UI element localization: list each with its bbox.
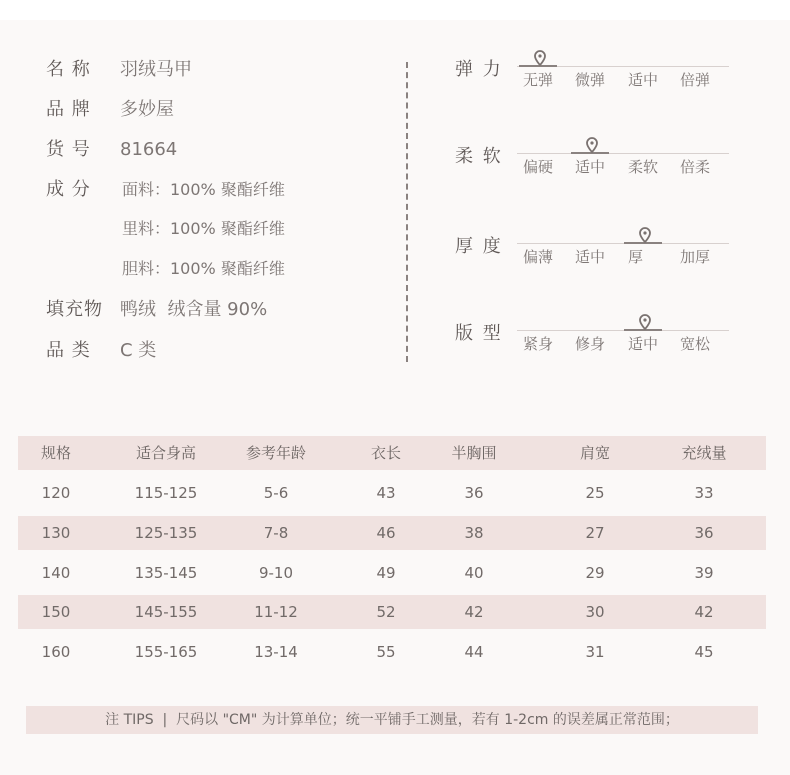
composition-label: 成 分	[46, 179, 91, 200]
location-pin-icon	[638, 314, 652, 330]
scale-option: 偏薄	[523, 248, 554, 266]
scale-option: 修身	[575, 335, 606, 353]
table-cell: 31	[585, 643, 605, 661]
category-value: C 类	[120, 340, 157, 361]
scale-title: 厚 度	[455, 236, 503, 257]
scale-option: 柔软	[628, 158, 659, 176]
table-header-cell: 充绒量	[681, 444, 727, 462]
scale-option: 偏硬	[523, 158, 554, 176]
location-pin-icon	[638, 227, 652, 243]
table-row	[18, 595, 766, 629]
table-row	[18, 556, 766, 590]
table-cell: 45	[694, 643, 714, 661]
name-label: 名 称	[46, 59, 91, 80]
table-cell: 42	[464, 603, 484, 621]
scale-option: 宽松	[680, 335, 711, 353]
table-row	[18, 516, 766, 550]
table-cell: 39	[694, 564, 714, 582]
name-value: 羽绒马甲	[120, 59, 192, 80]
table-cell: 125-135	[134, 524, 198, 542]
table-cell: 150	[41, 603, 71, 621]
location-pin-icon	[533, 50, 547, 66]
scale-title: 弹 力	[455, 59, 503, 80]
table-header-row	[18, 436, 766, 470]
scale-option: 适中	[628, 71, 659, 89]
table-cell: 11-12	[254, 603, 298, 621]
table-header-cell: 规格	[40, 444, 71, 462]
table-row	[18, 476, 766, 510]
table-cell: 9-10	[258, 564, 294, 582]
scale-option: 倍柔	[680, 158, 711, 176]
location-pin-icon	[585, 137, 599, 153]
table-cell: 30	[585, 603, 605, 621]
table-header-cell: 参考年龄	[245, 444, 306, 462]
table-header-cell: 肩宽	[579, 444, 610, 462]
item-number-value: 81664	[120, 139, 178, 160]
table-cell: 52	[376, 603, 396, 621]
table-cell: 13-14	[254, 643, 298, 661]
filling-label: 填充物	[46, 299, 103, 320]
table-cell: 44	[464, 643, 484, 661]
category-label: 品 类	[46, 340, 91, 361]
table-cell: 140	[41, 564, 71, 582]
table-cell: 5-6	[263, 484, 289, 502]
table-cell: 145-155	[134, 603, 198, 621]
table-row	[18, 635, 766, 669]
table-cell: 43	[376, 484, 396, 502]
table-cell: 38	[464, 524, 484, 542]
table-cell: 36	[694, 524, 714, 542]
item-number-label: 货 号	[46, 139, 91, 160]
table-cell: 29	[585, 564, 605, 582]
table-cell: 120	[41, 484, 71, 502]
scale-title: 版 型	[455, 323, 503, 344]
scale-title: 柔 软	[455, 146, 503, 167]
scale-option: 适中	[628, 335, 659, 353]
table-cell: 155-165	[134, 643, 198, 661]
composition-lining: 里料：100% 聚酯纤维	[122, 219, 285, 238]
table-cell: 49	[376, 564, 396, 582]
scale-option: 无弹	[523, 71, 554, 89]
table-cell: 7-8	[263, 524, 289, 542]
table-cell: 40	[464, 564, 484, 582]
table-cell: 46	[376, 524, 396, 542]
scale-option: 加厚	[680, 248, 711, 266]
table-cell: 55	[376, 643, 396, 661]
table-cell: 130	[41, 524, 71, 542]
scale-option: 适中	[575, 248, 606, 266]
composition-liner: 胆料：100% 聚酯纤维	[122, 259, 285, 278]
table-cell: 115-125	[134, 484, 198, 502]
composition-outer: 面料：100% 聚酯纤维	[122, 180, 285, 199]
dashed-divider	[406, 62, 408, 362]
table-cell: 135-145	[134, 564, 198, 582]
table-cell: 27	[585, 524, 605, 542]
scale-option: 微弹	[575, 71, 606, 89]
brand-label: 品 牌	[46, 99, 91, 120]
scale-track	[517, 243, 729, 244]
table-header-cell: 衣长	[370, 444, 401, 462]
scale-option: 厚	[628, 248, 644, 266]
table-cell: 160	[41, 643, 71, 661]
scale-option: 适中	[575, 158, 606, 176]
scale-track	[517, 330, 729, 331]
table-cell: 33	[694, 484, 714, 502]
table-header-cell: 适合身高	[135, 444, 196, 462]
scale-option: 紧身	[523, 335, 554, 353]
tips-banner: 注 TIPS | 尺码以 "CM" 为计算单位；统一平铺手工测量，若有 1-2cm 的误差属正常范围；	[26, 706, 758, 734]
brand-value: 多妙屋	[120, 99, 174, 120]
filling-value: 鸭绒 绒含量 90%	[120, 299, 268, 320]
table-cell: 25	[585, 484, 605, 502]
scale-track	[517, 153, 729, 154]
table-cell: 36	[464, 484, 484, 502]
table-header-cell: 半胸围	[451, 444, 497, 462]
scale-option: 倍弹	[680, 71, 711, 89]
table-cell: 42	[694, 603, 714, 621]
